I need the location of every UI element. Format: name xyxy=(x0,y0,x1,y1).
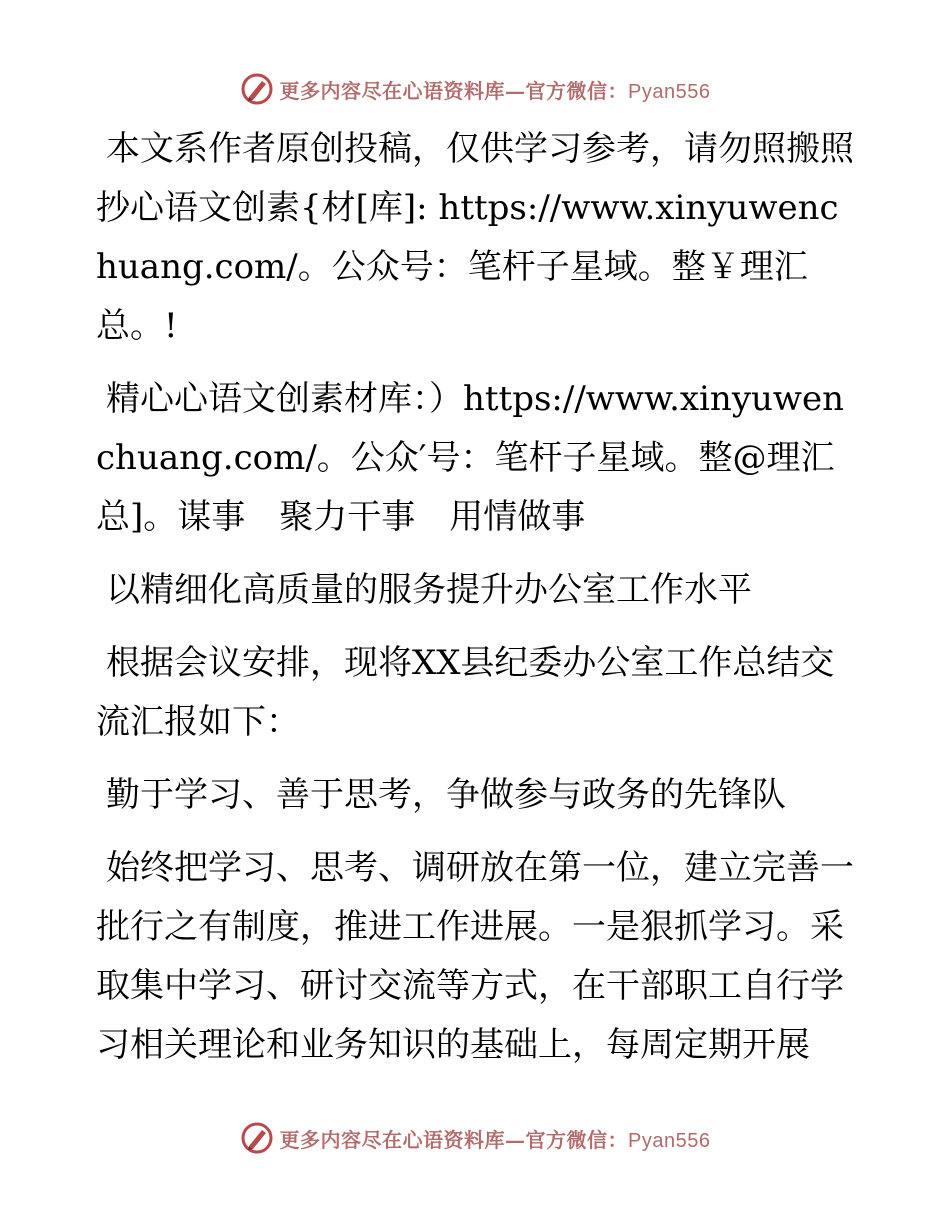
section-title: 以精细化高质量的服务提升办公室工作水平 xyxy=(106,570,752,610)
footer-watermark xyxy=(0,1121,950,1155)
header-wechat-id: Pyan556 xyxy=(628,80,711,103)
pen-logo-icon xyxy=(240,72,274,106)
footer-wechat-id: Pyan556 xyxy=(628,1129,711,1152)
subsection-heading: 勤于学习、善于思考，争做参与政务的先锋队 xyxy=(106,775,786,815)
paragraph-intro: 根据会议安排，现将XX县纪委办公室工作总结交流汇报如下： xyxy=(96,643,835,742)
footer-banner-text: 更多内容尽在心语资料库—官方微信：Pyan556 xyxy=(279,1127,711,1152)
paragraph-body: 始终把学习、思考、调研放在第一位，建立完善一批行之有制度，推进工作进展。一是狠抓学习。采取集中学习、研讨交流等方式，在干部职工自行学习相关理论和业务知识的基础上，每周定期开展 xyxy=(96,848,854,1065)
header-banner-text: 更多内容尽在心语资料库—官方微信：Pyan556 xyxy=(279,78,711,103)
pen-logo-icon xyxy=(240,1121,274,1155)
paragraph-1: 本文系作者原创投稿，仅供学习参考，请勿照搬照抄心语文创素{材[库]: https://www.xinyuwenchuang.com/。公众号：笔杆子星域。整￥理汇总。! xyxy=(96,129,854,346)
paragraph-2: 精心心语文创素材库：）https://www.xinyuwenchuang.com/。公众′号：笔杆子星域。整@理汇总]。谋事 聚力干事 用情做事 xyxy=(96,379,845,537)
document-body xyxy=(96,120,856,1089)
header-watermark xyxy=(0,72,950,106)
